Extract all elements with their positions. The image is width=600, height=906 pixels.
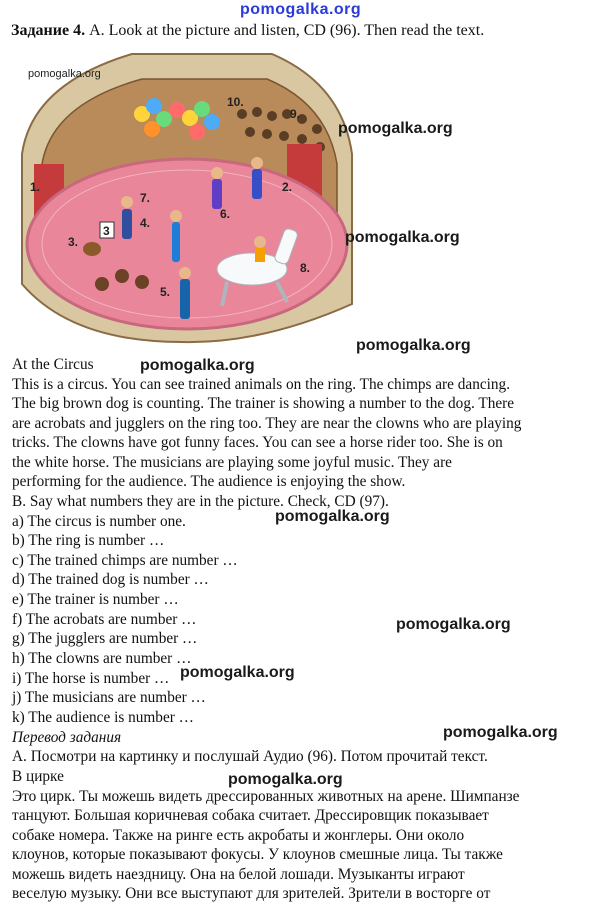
task-b: B. Say what numbers they are in the picture. Check, CD (97). [12,493,389,510]
dog [83,242,101,256]
text-title: At the Circus [12,356,94,373]
translation-line: можешь видеть наездницу. Она на белой лошади. Музыканты играют [12,866,465,883]
watermark-6[interactable]: pomogalka.org [396,616,511,633]
watermark-5[interactable]: pomogalka.org [275,508,390,525]
list-item: e) The trainer is number … [12,591,179,608]
pic-num-2: 2. [282,180,293,194]
translation-line: клоунов, которые показывают фокусы. У клоунов смешные лица. Ты также [12,846,503,863]
list-item: b) The ring is number … [12,532,165,549]
site-watermark-top[interactable]: pomogalka.org [240,1,362,18]
watermark-3[interactable]: pomogalka.org [356,337,471,354]
pic-num-8: 8. [300,261,311,275]
pic-num-9: 9. [290,107,301,121]
pic-num-3: 3. [68,235,79,249]
list-item: h) The clowns are number … [12,650,192,667]
translation-line: танцуют. Большая коричневая собака считает. Дрессировщик показывает [12,807,489,824]
watermark-1[interactable]: pomogalka.org [338,120,453,137]
picture-watermark: pomogalka.org [28,68,101,80]
list-item: g) The jugglers are number … [12,630,198,647]
translation-heading: Перевод задания [12,729,122,746]
list-item: a) The circus is number one. [12,513,186,530]
pic-num-5: 5. [160,285,171,299]
list-item: k) The audience is number … [12,709,194,726]
number-card-text: 3 [103,224,110,238]
translation-title: В цирке [12,768,64,785]
watermark-8[interactable]: pomogalka.org [443,724,558,741]
paragraph-line: tricks. The clowns have got funny faces. You can see a horse rider too. She is on [12,434,503,451]
paragraph-line: performing for the audience. The audience is enjoying the show. [12,473,406,490]
watermark-7[interactable]: pomogalka.org [180,664,295,681]
list-item: j) The musicians are number … [12,689,206,706]
list-item: c) The trained chimps are number … [12,552,238,569]
circus-illustration [12,44,357,344]
watermark-4[interactable]: pomogalka.org [140,357,255,374]
translation-task: А. Посмотри на картинку и послушай Аудио (96). Потом прочитай текст. [12,748,488,765]
pic-num-1: 1. [30,180,41,194]
task-text: A. Look at the picture and listen, CD (96). Then read the text. [89,22,485,39]
pic-num-4: 4. [140,216,151,230]
pic-num-10: 10. [227,95,244,109]
task-label: Задание 4. [11,22,86,39]
pic-num-6: 6. [220,207,231,221]
paragraph-line: the white horse. The musicians are playing some joyful music. They are [12,454,452,471]
watermark-2[interactable]: pomogalka.org [345,229,460,246]
list-item: i) The horse is number … [12,670,170,687]
paragraph-line: are acrobats and jugglers on the ring too. They are near the clowns who are playing [12,415,522,432]
list-item: f) The acrobats are number … [12,611,197,628]
translation-line: собаке номера. Также на ринге есть акробаты и жонглеры. Они около [12,827,465,844]
paragraph-line: This is a circus. You can see trained animals on the ring. The chimps are dancing. [12,376,511,393]
task-header [11,22,484,40]
list-item: d) The trained dog is number … [12,571,209,588]
pic-num-7: 7. [140,191,151,205]
paragraph-line: The big brown dog is counting. The trainer is showing a number to the dog. There [12,395,515,412]
translation-line: веселую музыку. Они все выступают для зрителей. Зрители в восторге от [12,885,491,902]
watermark-9[interactable]: pomogalka.org [228,771,343,788]
translation-line: Это цирк. Ты можешь видеть дрессированных животных на арене. Шимпанзе [12,788,520,805]
